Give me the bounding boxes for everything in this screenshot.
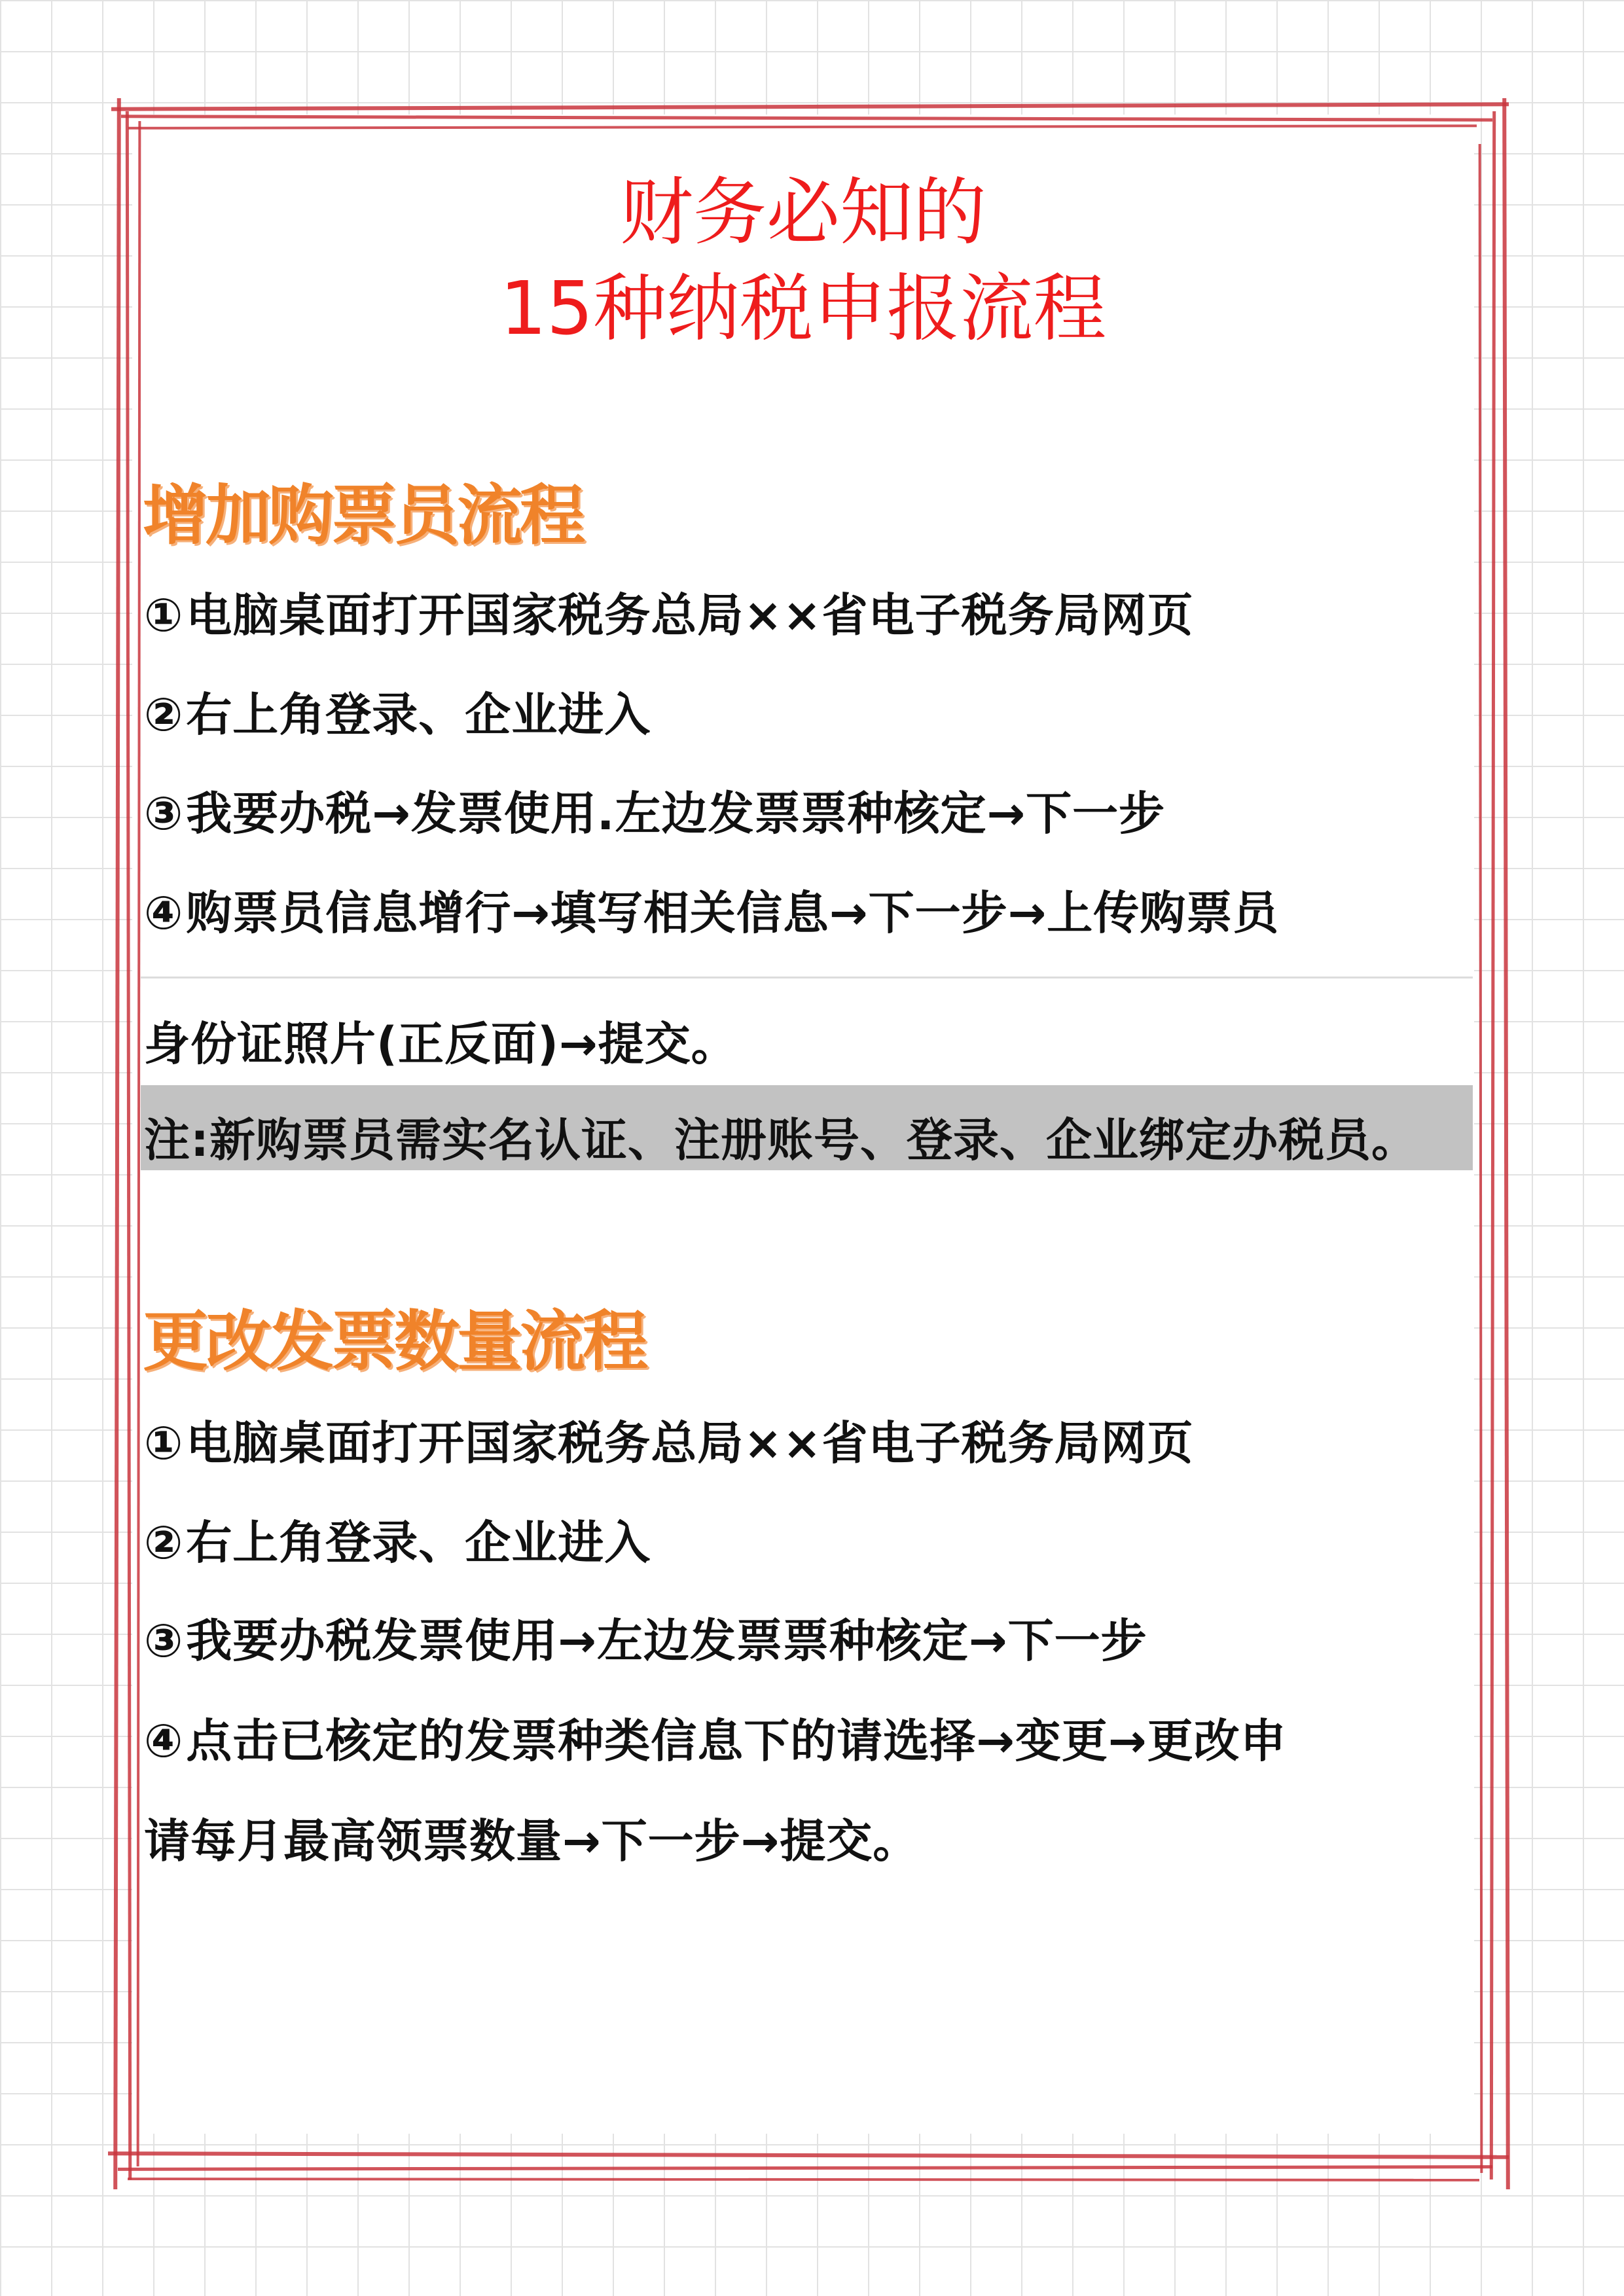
section2-heading: 更改发票数量流程 <box>143 1303 645 1380</box>
section1-step-3 <box>144 784 1473 843</box>
page-title-line1: 财务必知的 <box>620 170 986 255</box>
page-title-line2: 15种纳税申报流程 <box>499 266 1107 351</box>
step-number: ① <box>144 588 184 642</box>
step-text: 电脑桌面打开国家税务总局××省电子税务局网页 <box>186 1416 1194 1470</box>
section1-note: 注:新购票员需实名认证、注册账号、登录、企业绑定办税员。 <box>144 1113 1418 1167</box>
step-number: ④ <box>144 1714 184 1768</box>
section1-step-1 <box>144 586 1473 645</box>
step-text: 我要办税发票使用→左边发票票种核定→下一步 <box>186 1614 1147 1668</box>
step-text: 点击已核定的发票种类信息下的请选择→变更→更改申 <box>186 1714 1287 1768</box>
section1-heading: 增加购票员流程 <box>143 477 583 554</box>
section2-step-4 <box>144 1712 1473 1770</box>
section1-step-2 <box>144 685 1473 744</box>
step-text: 右上角登录、企业进入 <box>186 688 651 742</box>
step-number: ① <box>144 1416 184 1470</box>
section2-step-1 <box>144 1414 1473 1473</box>
section1-step-4-continuation: 身份证照片(正反面)→提交。 <box>144 1017 738 1071</box>
step-number: ② <box>144 1516 184 1570</box>
step-number: ④ <box>144 886 184 940</box>
step-number: ③ <box>144 1614 184 1668</box>
step-number: ② <box>144 688 184 742</box>
section1-step-4 <box>144 884 1473 942</box>
step-number: ③ <box>144 787 184 840</box>
section2-step-4-continuation: 请每月最高领票数量→下一步→提交。 <box>144 1814 920 1868</box>
step-text: 购票员信息增行→填写相关信息→下一步→上传购票员 <box>186 886 1280 940</box>
step-text: 右上角登录、企业进入 <box>186 1516 651 1570</box>
section2-step-2 <box>144 1513 1473 1572</box>
step-text: 电脑桌面打开国家税务总局××省电子税务局网页 <box>186 588 1194 642</box>
section2-step-3 <box>144 1611 1473 1670</box>
step-text: 我要办税→发票使用.左边发票票种核定→下一步 <box>186 787 1166 840</box>
divider <box>141 977 1473 978</box>
